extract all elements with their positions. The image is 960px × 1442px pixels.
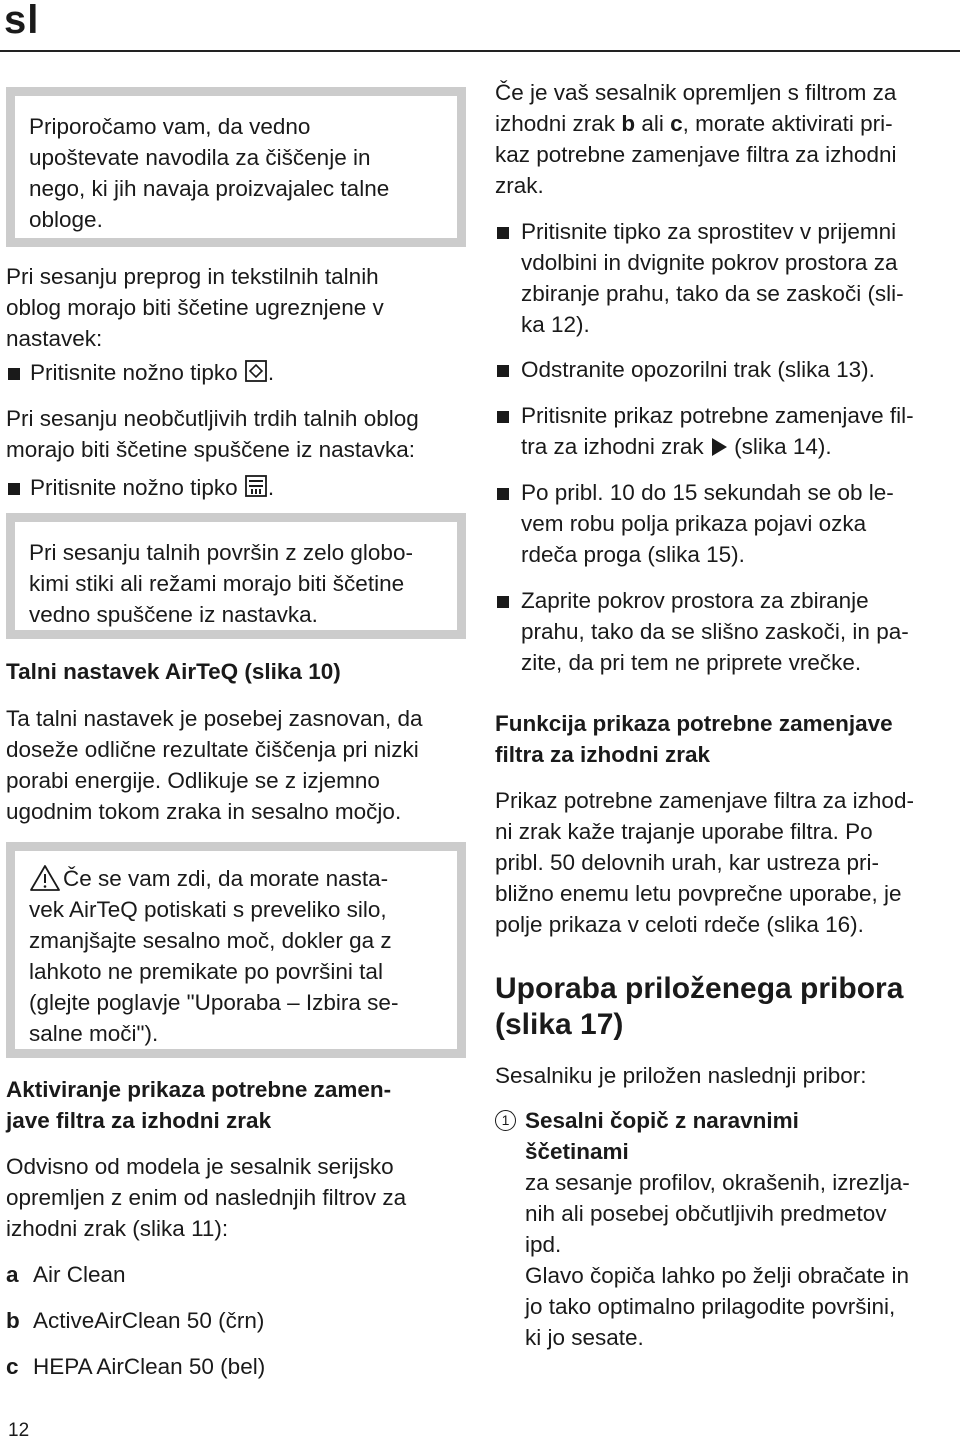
para-intro-filter (495, 77, 955, 201)
heading-airteq: Talni nastavek AirTeQ (slika 10) (6, 659, 341, 684)
step-line: Pritisnite tipko za sprostitev v prijemni (521, 219, 897, 244)
intro-line: Če je vaš sesalnik opremljen s filtrom za (495, 80, 897, 105)
step-close-lid (495, 585, 960, 678)
heading-activate-indicator (6, 1074, 466, 1136)
box1-line: Priporočamo vam, da vedno (29, 114, 311, 139)
language-code: sl (4, 0, 40, 42)
step-red-stripe (495, 477, 960, 570)
para3-line: ugodnim tokom zraka in sesalno močjo. (6, 799, 402, 824)
step-press-indicator (495, 400, 960, 465)
bullet-square (497, 365, 509, 377)
step-line: Po pribl. 10 do 15 sekundah se ob le- (521, 480, 894, 505)
step-line: zbiranje prahu, tako da se zaskoči (sli- (521, 281, 904, 306)
para5-line: bližno enemu letu povprečne uporabe, je (495, 881, 902, 906)
warning-line: salne moči"). (29, 1021, 159, 1046)
step-line: vdolbini in dvignite pokrov prostora za (521, 250, 898, 275)
filter-letter: a (6, 1262, 19, 1287)
box2-line: kimi stiki ali režami morajo biti ščetine (29, 571, 405, 596)
intro-line (495, 108, 955, 139)
carpet-symbol-icon (244, 359, 268, 391)
bullet-period: . (267, 360, 275, 385)
intro-line: kaz potrebne zamenjave filtra za izhodni (495, 142, 897, 167)
heading3-line: Funkcija prikaza potrebne zamenjave (495, 711, 893, 736)
heading-indicator-function (495, 708, 955, 770)
info-box-deep-gaps (6, 513, 466, 639)
para-accessories-intro: Sesalniku je priložen naslednji pribor: (495, 1063, 867, 1088)
step-line: vem robu polja prikaza pojavi ozka (521, 511, 867, 536)
filter-letter-c: c (670, 111, 683, 136)
para1-line: oblog morajo biti ščetine ugreznjene v (6, 295, 384, 320)
bullet-text: Pritisnite nožno tipko (30, 475, 238, 500)
para1-line: Pri sesanju preprog in tekstilnih talnih (6, 264, 379, 289)
accessory-title-line: Sesalni čopič z naravnimi (525, 1108, 799, 1133)
accessory-desc-line: jo tako optimalno prilagodite površini, (525, 1294, 896, 1319)
filter-text: ActiveAirClean 50 (črn) (33, 1308, 265, 1333)
warning-triangle-icon (29, 864, 61, 900)
intro-text: ali (635, 111, 671, 136)
step-line: Pritisnite prikaz potrebne zamenjave fil- (521, 403, 914, 428)
para5-line: Prikaz potrebne zamenjave filtra za izhod- (495, 788, 914, 813)
heading2-line: Aktiviranje prikaza potrebne zamen- (6, 1077, 392, 1102)
para2-line: Pri sesanju neobčutljivih trdih talnih oblog (6, 406, 419, 431)
accessory-desc-line: za sesanje profilov, okrašenih, izrezlja- (525, 1170, 910, 1195)
heading-accessories (495, 971, 955, 1043)
filter-letter: c (6, 1354, 19, 1379)
step-line (521, 431, 960, 465)
bullet-foot-switch-carpet (6, 357, 274, 391)
warning-line: vek AirTeQ potiskati s preveliko silo, (29, 897, 387, 922)
para-carpets (6, 261, 466, 354)
filter-text: HEPA AirClean 50 (bel) (33, 1354, 266, 1379)
heading2-line: jave filtra za izhodni zrak (6, 1108, 272, 1133)
filter-letter: b (6, 1308, 20, 1333)
box1-line: obloge. (29, 207, 103, 232)
intro-text: , morate aktivirati pri- (682, 111, 893, 136)
page-number: 12 (8, 1420, 30, 1441)
step-line: ka 12). (521, 312, 590, 337)
heading4-line: (slika 17) (495, 1008, 624, 1041)
warning-line: Če se vam zdi, da morate nasta- (63, 866, 389, 891)
para-hard-floors (6, 403, 466, 465)
hard-floor-symbol-icon (244, 474, 268, 506)
para5-line: pribl. 50 delovnih urah, kar ustreza pri- (495, 850, 879, 875)
para4-line: Odvisno od modela je sesalnik serijsko (6, 1154, 394, 1179)
filter-letter-b: b (621, 111, 636, 136)
para4-line: izhodni zrak (slika 11): (6, 1216, 229, 1241)
step-text: (slika 14). (727, 434, 832, 459)
para4-line: opremljen z enim od naslednjih filtrov za (6, 1185, 407, 1210)
intro-line: zrak. (495, 173, 544, 198)
bullet-square (8, 483, 20, 495)
para-filters-intro (6, 1151, 466, 1244)
warning-box (6, 842, 466, 1058)
para5-line: polje prikaza v celoti rdeče (slika 16). (495, 912, 864, 937)
box2-line: vedno spuščene iz nastavka. (29, 602, 318, 627)
step-remove-strip (495, 354, 960, 385)
para1-line: nastavek: (6, 326, 103, 351)
accessory-desc-line: nih ali posebej občutljivih predmetov (525, 1201, 887, 1226)
bullet-square (8, 368, 20, 380)
accessory-desc-line: ipd. (525, 1232, 562, 1257)
para3-line: porabi energije. Odlikuje se z izjemno (6, 768, 380, 793)
para-airteq (6, 703, 466, 827)
info-box-care (6, 87, 466, 247)
warning-line: lahkoto ne premikate po površini tal (29, 959, 383, 984)
accessory-content (495, 1105, 955, 1353)
header-rule (0, 50, 960, 52)
para2-line: morajo biti ščetine spuščene iz nastavka: (6, 437, 415, 462)
heading3-line: filtra za izhodni zrak (495, 742, 711, 767)
bullet-period: . (267, 475, 275, 500)
bullet-text: Pritisnite nožno tipko (30, 360, 238, 385)
play-arrow-icon (710, 434, 728, 465)
box2-line: Pri sesanju talnih površin z zelo globo- (29, 540, 413, 565)
filter-item-b (6, 1305, 466, 1336)
step-text: tra za izhodni zrak (521, 434, 710, 459)
bullet-foot-switch-hard-floor (6, 472, 274, 506)
filter-item-a (6, 1259, 466, 1290)
warning-first-line (29, 863, 443, 894)
para-indicator-function (495, 785, 955, 940)
warning-line: zmanjšajte sesalno moč, dokler ga z (29, 928, 392, 953)
step-line: zite, da pri tem ne priprete vrečke. (521, 650, 862, 675)
filter-item-c (6, 1351, 466, 1382)
accessory-title-line: ščetinami (525, 1139, 629, 1164)
box1-line: nego, ki jih navaja proizvajalec talne (29, 176, 390, 201)
filter-text: Air Clean (33, 1262, 126, 1287)
box1-line: upoštevate navodila za čiščenje in (29, 145, 371, 170)
bullet-square (497, 596, 509, 608)
bullet-square (497, 488, 509, 500)
heading4-line: Uporaba priloženega pribora (495, 972, 904, 1005)
step-line: Zaprite pokrov prostora za zbiranje (521, 588, 869, 613)
step-open-lid (495, 216, 960, 340)
accessory-desc-line: Glavo čopiča lahko po želji obračate in (525, 1263, 909, 1288)
step-line: rdeča proga (slika 15). (521, 542, 745, 567)
para3-line: Ta talni nastavek je posebej zasnovan, da (6, 706, 423, 731)
step-line: prahu, tako da se slišno zaskoči, in pa- (521, 619, 909, 644)
bullet-square (497, 227, 509, 239)
accessory-item-brush (495, 1105, 955, 1353)
bullet-square (497, 411, 509, 423)
warning-line: (glejte poglavje "Uporaba – Izbira se- (29, 990, 399, 1015)
item-number-badge: 1 (495, 1110, 516, 1131)
accessory-desc-line: ki jo sesate. (525, 1325, 644, 1350)
step-line: Odstranite opozorilni trak (slika 13). (521, 357, 875, 382)
para5-line: ni zrak kaže trajanje uporabe filtra. Po (495, 819, 873, 844)
para3-line: doseže odlične rezultate čiščenja pri nizki (6, 737, 419, 762)
intro-text: izhodni zrak (495, 111, 622, 136)
